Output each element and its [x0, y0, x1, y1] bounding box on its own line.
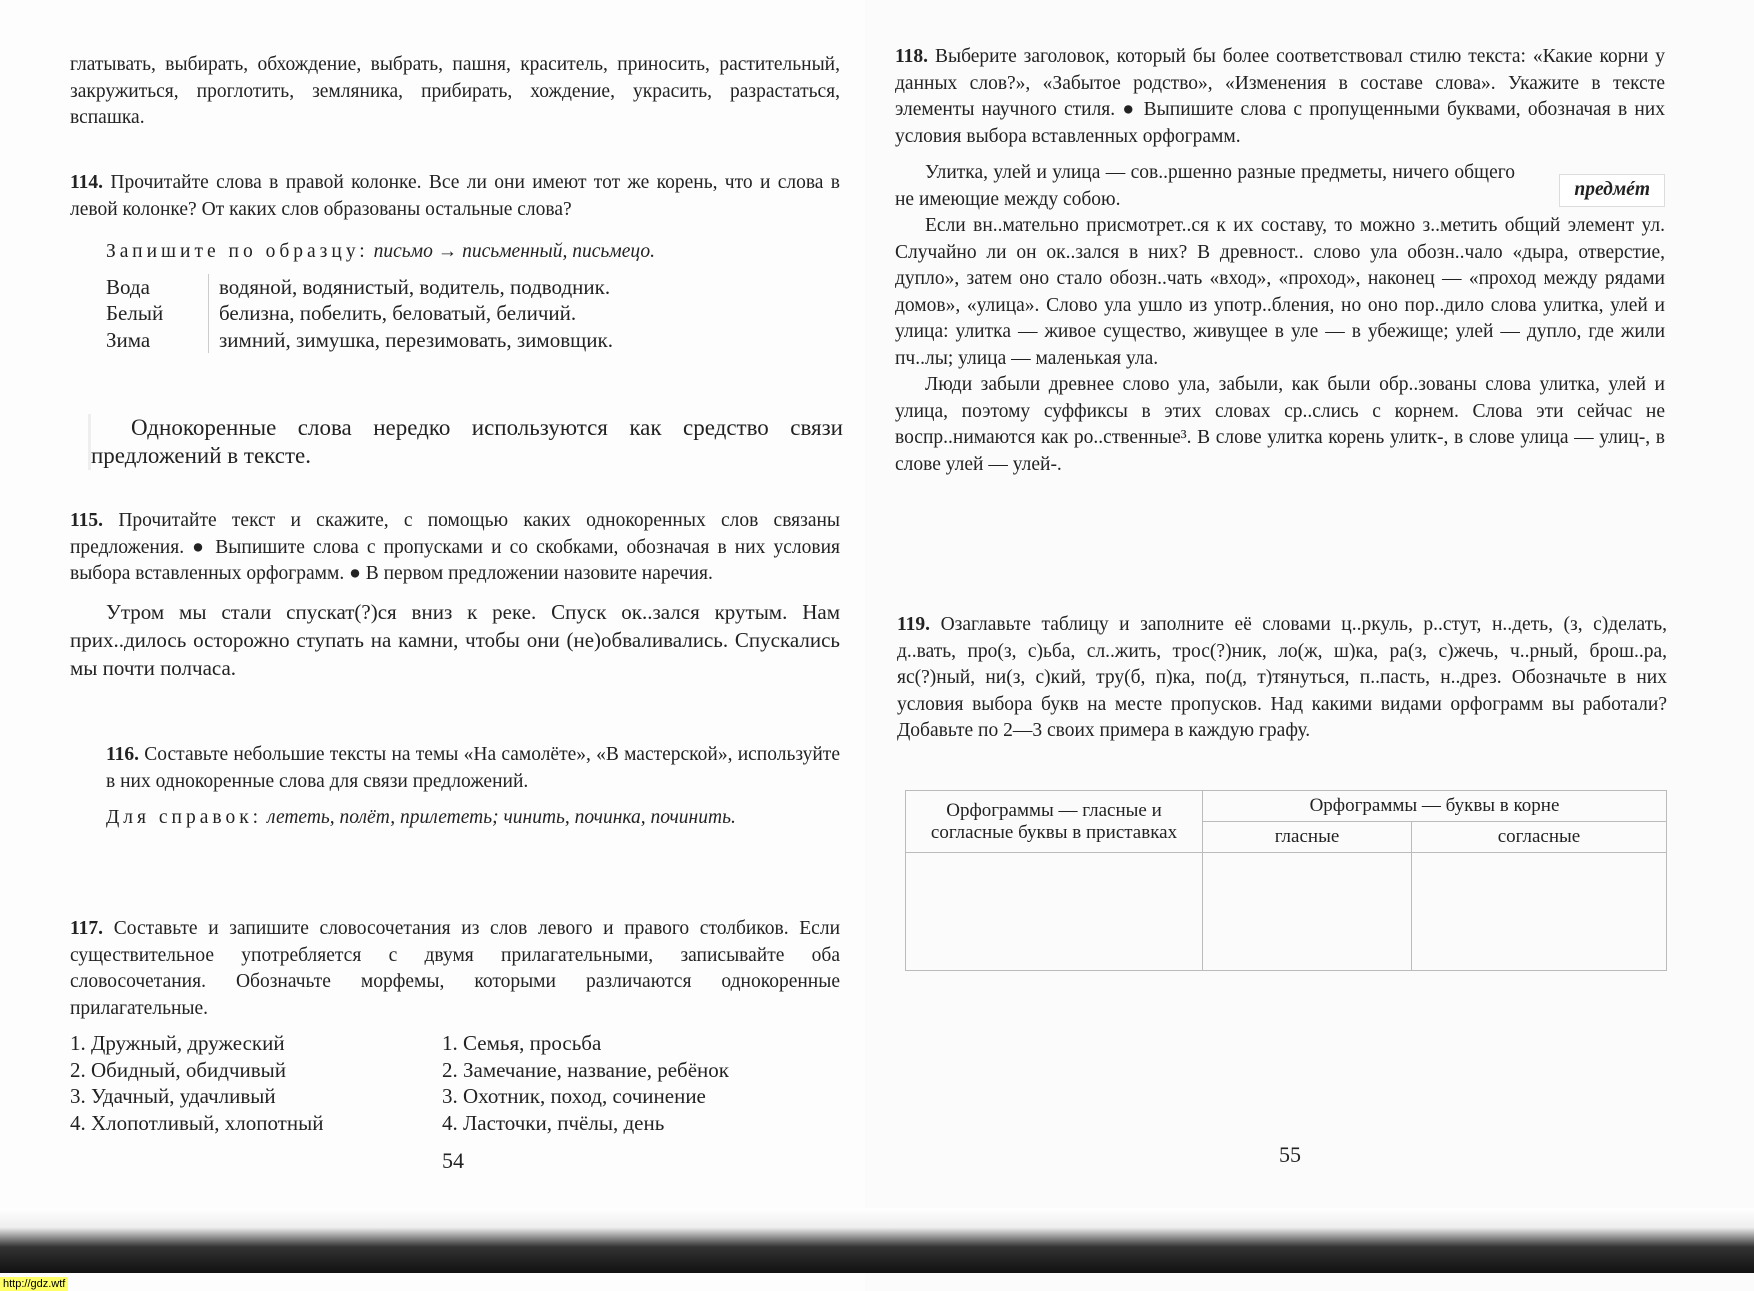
- table-cell: [1411, 853, 1666, 971]
- base-word: Вода: [106, 274, 209, 301]
- list-item: 4. Ласточки, пчёлы, день: [442, 1110, 665, 1135]
- right-column: [442, 1030, 729, 1136]
- header-vowels: гласные: [1203, 822, 1412, 853]
- watermark: http://gdz.wtf: [0, 1277, 68, 1291]
- exercise-text: Составьте небольшие тексты на темы «На самолёте», «В мастерской», используйте в них однокоренные слова для связи предложений.: [106, 744, 840, 792]
- exercise-117: [70, 916, 840, 1136]
- exercise-number: 116.: [106, 744, 140, 765]
- derived-words: зимний, зимушка, перезимовать, зимовщик.: [219, 327, 613, 352]
- exercise-116: [70, 742, 840, 832]
- list-item: 2. Обидный, обидчивый: [70, 1057, 287, 1082]
- exercise-number: 114.: [70, 172, 104, 193]
- paragraph: Люди забыли древнее слово ула, забыли, как были обр..зованы слова улитка, улей и улица, поэтому суффиксы в этих словах ср..слись с корнем. Слова эти сейчас не воспр..нимаются как ро..ственные³. В слове улитка корень улитк-, в слове улица — улиц-, в слове улей — улей-.: [895, 374, 1665, 475]
- base-word: Зима: [106, 327, 209, 354]
- exercise-text: Прочитайте текст и скажите, с помощью каких однокоренных слов связаны предложения. ● Выпишите слова с пропусками и со скобками, обозначая в них условия выбора вставленных орфограмм. ● В первом предложении назовите наречия.: [70, 510, 841, 584]
- table-cell: [906, 853, 1203, 971]
- word-row: [106, 300, 840, 327]
- orthogram-table: [905, 790, 1667, 971]
- rule-box: Однокоренные слова нередко используются как средство связи предложений в тексте.: [88, 414, 843, 470]
- list-item: 1. Семья, просьба: [442, 1031, 602, 1055]
- sample: письмо → письменный, письмецо.: [373, 241, 656, 262]
- intro-text: глатывать, выбирать, обхождение, выбрать, пашня, краситель, приносить, растительный, закружиться, проглотить, земляника, прибирать, хождение, украсить, разрастаться, вспашка.: [70, 54, 840, 128]
- reference-label: Для справок:: [106, 807, 263, 828]
- left-page: [0, 0, 865, 1291]
- header-root: Орфограммы — буквы в корне: [1203, 791, 1667, 822]
- page-number: 55: [1279, 1142, 1301, 1167]
- scan-edge-shadow: [0, 1208, 1754, 1273]
- exercise-text: Составьте и запишите словосочетания из слов левого и правого столбиков. Если существительное употребляется с двумя прилагательными, записывайте оба словосочетания. Обозначьте морфемы, которыми различаются однокоренные прилагательные.: [70, 918, 841, 1019]
- exercise-119: [897, 612, 1667, 745]
- list-item: 1. Дружный, дружеский: [70, 1031, 285, 1055]
- passage: Утром мы стали спускат(?)ся вниз к реке. Спуск ок..зался крутым. Нам прих..дилось осторожно ступать на камни, чтобы они (не)обваливались. Спускались мы почти полчаса.: [70, 599, 840, 680]
- page-number: 54: [442, 1148, 464, 1173]
- exercise-text: Прочитайте слова в правой колонке. Все ли они имеют тот же корень, что и слова в левой колонке? От каких слов образованы остальные слова?: [70, 172, 840, 220]
- exercise-114: [70, 170, 840, 353]
- word-row: [106, 274, 840, 301]
- list-item: 3. Охотник, поход, сочинение: [442, 1084, 706, 1108]
- paragraph: Если вн..мательно присмотрет..ся к их составу, то можно з..метить общий элемент ул. Случайно ли он ок..зался в них? В древност.. слово ула обозн..чало «дыра, отверстие, дупло», затем оно стало обозн..чать «вход», «проход», наконец — «проход между рядами домов», «улица». Слово ула ушло из употр..бления, но оно пор..дило слова улитка, улей и улица: улитка — живое существо, живущее в уле — в убежище; улей — дупло, где жили пч..лы; улица — маленькая ула.: [895, 215, 1665, 369]
- exercise-number: 119.: [897, 614, 931, 635]
- list-item: 2. Замечание, название, ребёнок: [442, 1057, 729, 1082]
- derived-words: водяной, водянистый, водитель, подводник.: [219, 274, 611, 299]
- derived-words: белизна, побелить, беловатый, беличий.: [219, 301, 577, 325]
- list-item: 3. Удачный, удачливый: [70, 1084, 276, 1108]
- exercise-number: 118.: [895, 46, 929, 67]
- left-column: [70, 1030, 442, 1136]
- sample-label: Запишите по образцу:: [106, 241, 369, 262]
- reference-words: лететь, полёт, прилететь; чинить, починка, починить.: [266, 807, 736, 828]
- margin-note: предмéт: [1574, 179, 1650, 200]
- list-item: 4. Хлопотливый, хлопотный: [70, 1110, 324, 1135]
- paragraph: Улитка, улей и улица — сов..ршенно разные предметы, ничего общего не имеющие между собою.: [895, 162, 1515, 210]
- word-table: [106, 274, 840, 354]
- exercise-115: [70, 508, 840, 682]
- exercise-number: 115.: [70, 510, 104, 531]
- exercise-text: Озаглавьте таблицу и заполните её словами ц..ркуль, р..стут, н..деть, (з, с)делать, д..вать, про(з, с)ьба, сл..жить, трос(?)ник, ло(ж, ш)ка, ра(з, с)жечь, ч..рный, брош..ра, яс(?)ный, ни(з, с)кий, тру(б, п)ка, по(д, т)тянуться, п..пасть, н..дрез. Обозначьте в них условия выбора букв на месте пропусков. Над какими видами орфограмм вы работали? Добавьте по 2—3 своих примера в каждую графу.: [897, 614, 1667, 741]
- right-page: [865, 0, 1754, 1291]
- base-word: Белый: [106, 300, 209, 327]
- exercise-number: 117.: [70, 918, 104, 939]
- exercise-118: [895, 44, 1665, 478]
- word-row: [106, 327, 840, 354]
- header-consonants: согласные: [1411, 822, 1666, 853]
- header-prefix: Орфограммы — гласные и согласные буквы в приставках: [906, 791, 1203, 853]
- exercise-text: Выберите заголовок, который бы более соответствовал стилю текста: «Какие корни у данных слов?», «Забытое родство», «Изменения в составе слова». Укажите в тексте элементы научного стиля. ● Выпишите слова с пропущенными буквами, обозначая в них условия выбора вставленных орфограмм.: [895, 46, 1666, 147]
- table-cell: [1203, 853, 1412, 971]
